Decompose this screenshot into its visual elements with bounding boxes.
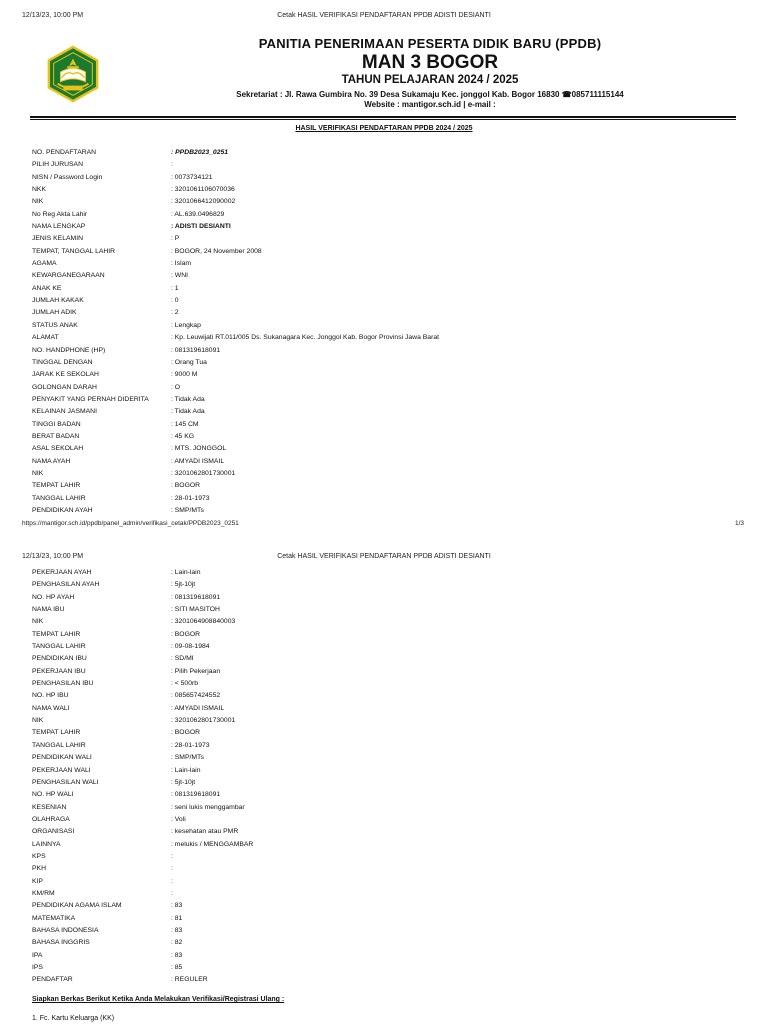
detail-label: NIK	[32, 717, 44, 725]
detail-value: : WNI	[171, 272, 188, 280]
detail-row	[32, 715, 752, 727]
detail-label: JARAK KE SEKOLAH	[32, 371, 99, 379]
detail-row	[32, 592, 752, 604]
detail-label: ANAK KE	[32, 284, 62, 292]
detail-label: KM/RM	[32, 889, 55, 897]
detail-label: TEMPAT LAHIR	[32, 482, 81, 490]
detail-value: : 145 CM	[171, 420, 199, 428]
detail-row	[32, 357, 752, 369]
detail-label: KESENIAN	[32, 803, 67, 811]
detail-value: :	[171, 889, 173, 897]
detail-value: : Tidak Ada	[171, 395, 205, 403]
detail-value: : 3201064908840003	[171, 618, 236, 626]
kemenag-logo-icon	[44, 45, 102, 103]
detail-value: : 0	[171, 297, 179, 305]
detail-label: NAMA AYAH	[32, 457, 71, 465]
detail-label: TEMPAT LAHIR	[32, 729, 81, 737]
detail-label: PENDAFTAR	[32, 976, 73, 984]
detail-label: IPA	[32, 951, 43, 959]
detail-label: GOLONGAN DARAH	[32, 383, 97, 391]
detail-row	[32, 246, 752, 258]
detail-row	[32, 950, 752, 962]
detail-value: : SMP/MTs	[171, 506, 204, 514]
detail-row	[32, 443, 752, 455]
detail-value: :	[171, 852, 173, 860]
detail-value: : kesehatan atau PMR	[171, 828, 239, 836]
detail-value: : 081319618091	[171, 346, 221, 354]
detail-row	[32, 295, 752, 307]
detail-row	[32, 900, 752, 912]
detail-label: LAINNYA	[32, 840, 61, 848]
detail-value: : 3201066412090002	[171, 198, 236, 206]
detail-row	[32, 307, 752, 319]
detail-label: AGAMA	[32, 260, 57, 268]
detail-row	[32, 431, 752, 443]
detail-label: TANGGAL LAHIR	[32, 643, 86, 651]
detail-value: : 81	[171, 914, 183, 922]
print-datetime: 12/13/23, 10:00 PM	[22, 12, 84, 19]
detail-row	[32, 456, 752, 468]
detail-label: No Reg Akta Lahir	[32, 210, 88, 218]
detail-row	[32, 802, 752, 814]
detail-label: PKH	[32, 865, 46, 873]
detail-value: : Pilih Pekerjaan	[171, 667, 221, 675]
detail-label: TANGGAL LAHIR	[32, 494, 86, 502]
detail-row	[32, 369, 752, 381]
detail-row	[32, 604, 752, 616]
detail-label: PENGHASILAN AYAH	[32, 581, 100, 589]
detail-label: NO. HANDPHONE (HP)	[32, 346, 106, 354]
detail-row	[32, 826, 752, 838]
parent-details-list	[32, 567, 752, 987]
detail-row	[32, 777, 752, 789]
page-gap	[0, 535, 768, 553]
detail-row	[32, 419, 752, 431]
detail-label: KPS	[32, 852, 46, 860]
detail-label: KIP	[32, 877, 43, 885]
detail-row	[32, 727, 752, 739]
detail-row	[32, 863, 752, 875]
detail-value: : O	[171, 383, 181, 391]
detail-value: : Lengkap	[171, 321, 201, 329]
detail-row	[32, 270, 752, 282]
detail-value: : 83	[171, 902, 183, 910]
detail-row	[32, 678, 752, 690]
detail-row	[32, 579, 752, 591]
detail-value: :	[171, 877, 173, 885]
document-title: HASIL VERIFIKASI PENDAFTARAN PPDB 2024 / 2025	[295, 125, 473, 132]
detail-value: : SD/MI	[171, 655, 194, 663]
detail-row	[32, 690, 752, 702]
detail-label: TANGGAL LAHIR	[32, 741, 86, 749]
letterhead-school-name: MAN 3 BOGOR	[361, 52, 499, 73]
detail-label: NAMA IBU	[32, 606, 65, 614]
detail-row	[32, 752, 752, 764]
detail-row	[32, 505, 752, 517]
detail-row	[32, 629, 752, 641]
detail-label: NO. HP WALI	[32, 791, 74, 799]
print-datetime: 12/13/23, 10:00 PM	[22, 553, 84, 560]
detail-value: : Voli	[171, 815, 186, 823]
detail-label: KEWARGANEGARAAN	[32, 272, 105, 280]
detail-value: : SMP/MTs	[171, 754, 204, 762]
detail-row	[32, 937, 752, 949]
detail-row	[32, 962, 752, 974]
detail-label: JUMLAH KAKAK	[32, 297, 84, 305]
detail-label: NIK	[32, 618, 44, 626]
print-header	[0, 12, 768, 26]
required-documents-title: Siapkan Berkas Berikut Ketika Anda Melakukan Verifikasi/Registrasi Ulang :	[32, 996, 285, 1003]
detail-label: PENDIDIKAN AYAH	[32, 506, 93, 514]
detail-label: PEKERJAAN AYAH	[32, 569, 92, 576]
required-documents-item: 1. Fc. Kartu Keluarga (KK)	[32, 1015, 115, 1022]
detail-value: : BOGOR, 24 November 2008	[171, 247, 262, 255]
detail-row	[32, 641, 752, 653]
detail-label: ORGANISASI	[32, 828, 75, 836]
detail-row	[32, 814, 752, 826]
detail-value: : BOGOR	[171, 630, 201, 638]
detail-value: : 085657424552	[171, 692, 221, 700]
detail-value: : 081319618091	[171, 593, 221, 601]
detail-value: : Orang Tua	[171, 358, 207, 366]
detail-value: : 3201061106070036	[171, 186, 235, 194]
detail-label: STATUS ANAK	[32, 321, 78, 329]
detail-row	[32, 196, 752, 208]
detail-label: NISN / Password Login	[32, 173, 103, 181]
detail-label: ASAL SEKOLAH	[32, 445, 84, 453]
detail-value: : 081319618091	[171, 791, 221, 799]
detail-value: : 9000 M	[171, 371, 198, 379]
detail-value: : 5jt-10jt	[171, 778, 196, 786]
detail-row	[32, 283, 752, 295]
letterhead-divider-thin	[30, 119, 736, 120]
detail-label: NO. HP AYAH	[32, 593, 75, 601]
detail-value: : 3201062801730001	[171, 469, 236, 477]
detail-row	[32, 789, 752, 801]
detail-label: BAHASA INGGRIS	[32, 939, 90, 947]
detail-value: : melukis / MENGGAMBAR	[171, 840, 254, 848]
detail-value: : 83	[171, 951, 183, 959]
detail-value: : AMYADI ISMAIL	[171, 704, 225, 712]
detail-value: : Kp. Leuwijati RT.011/005 Ds. Sukanagara Kec. Jonggol Kab. Bogor Provinsi Jawa Barat	[171, 334, 440, 342]
detail-value: : 83	[171, 926, 183, 934]
detail-label: OLAHRAGA	[32, 815, 70, 823]
detail-value: : seni lukis menggambar	[171, 803, 245, 811]
detail-label: PILIH JURUSAN	[32, 161, 83, 169]
detail-label: IPS	[32, 964, 43, 971]
detail-value: : 1	[171, 284, 179, 292]
detail-row	[32, 703, 752, 715]
letterhead-divider-thick	[30, 116, 736, 118]
detail-row	[32, 480, 752, 492]
detail-row	[32, 147, 752, 159]
detail-row	[32, 740, 752, 752]
detail-label: PENGHASILAN WALI	[32, 778, 99, 786]
detail-label: BERAT BADAN	[32, 432, 80, 440]
letterhead-academic-year: TAHUN PELAJARAN 2024 / 2025	[341, 74, 519, 86]
detail-value: : BOGOR	[171, 729, 201, 737]
detail-row	[32, 345, 752, 357]
detail-value: : 28-01-1973	[171, 494, 210, 502]
detail-value: :	[171, 161, 173, 169]
detail-value: : 28-01-1973	[171, 741, 210, 749]
detail-row	[32, 913, 752, 925]
detail-label: NO. HP IBU	[32, 692, 69, 700]
detail-label: ALAMAT	[32, 334, 59, 342]
detail-label: BAHASA INDONESIA	[32, 926, 99, 934]
detail-row	[32, 493, 752, 505]
detail-row	[32, 406, 752, 418]
detail-value: : Lain-lain	[171, 569, 201, 576]
detail-label: PENYAKIT YANG PERNAH DIDERITA	[32, 395, 149, 403]
detail-label: NO. PENDAFTARAN	[32, 149, 97, 156]
print-header	[0, 553, 768, 567]
page-number: 1/3	[734, 520, 744, 527]
detail-label: TEMPAT LAHIR	[32, 630, 81, 638]
detail-row	[32, 258, 752, 270]
detail-value: : Tidak Ada	[171, 408, 205, 416]
detail-label: TINGGI BADAN	[32, 420, 81, 428]
detail-row	[32, 925, 752, 937]
detail-label: PENDIDIKAN WALI	[32, 754, 92, 762]
detail-value: : AL.639.0496829	[171, 210, 225, 218]
detail-label: KELAINAN JASMANI	[32, 408, 97, 416]
detail-value: : 45 KG	[171, 432, 195, 440]
detail-row	[32, 184, 752, 196]
detail-label: PEKERJAAN IBU	[32, 667, 86, 675]
detail-value: :	[171, 865, 173, 873]
print-page-2	[0, 553, 768, 1024]
detail-row	[32, 666, 752, 678]
detail-label: NIK	[32, 469, 44, 477]
detail-value: : AMYADI ISMAIL	[171, 457, 225, 465]
letterhead-website: Website : mantigor.sch.id | e-mail :	[364, 100, 496, 109]
detail-label: NIK	[32, 198, 44, 206]
detail-label: PENDIDIKAN AGAMA ISLAM	[32, 902, 122, 910]
detail-value: : Islam	[171, 260, 192, 268]
registration-details-list	[32, 147, 752, 517]
detail-row	[32, 320, 752, 332]
detail-value: : 2	[171, 309, 179, 317]
detail-value: : P	[171, 235, 180, 243]
detail-value: : SITI MASITOH	[171, 606, 220, 614]
detail-value: : < 500rb	[171, 680, 199, 688]
detail-row	[32, 839, 752, 851]
detail-row	[32, 851, 752, 863]
print-url[interactable]: https://mantigor.sch.id/ppdb/panel_admin/verifikasi_cetak/PPDB2023_0251	[22, 520, 239, 527]
detail-value: : PPDB2023_0251	[171, 149, 229, 156]
detail-row	[32, 209, 752, 221]
detail-row	[32, 332, 752, 344]
detail-value: : REGULER	[171, 976, 208, 984]
letterhead	[0, 30, 768, 120]
detail-row	[32, 394, 752, 406]
detail-row	[32, 233, 752, 245]
letterhead-address: Sekretariat : Jl. Rawa Gumbira No. 39 Desa Sukamaju Kec. jonggol Kab. Bogor 16830 ☎085711115144	[236, 90, 624, 99]
detail-row	[32, 888, 752, 900]
detail-row	[32, 974, 752, 986]
detail-value: : 85	[171, 964, 183, 971]
detail-row	[32, 468, 752, 480]
detail-row	[32, 221, 752, 233]
print-title: Cetak HASIL VERIFIKASI PENDAFTARAN PPDB ADISTI DESIANTI	[277, 12, 491, 19]
detail-row	[32, 876, 752, 888]
detail-row	[32, 159, 752, 171]
detail-label: NKK	[32, 186, 46, 194]
detail-row	[32, 382, 752, 394]
detail-label: TINGGAL DENGAN	[32, 358, 93, 366]
detail-value: : 0073734121	[171, 173, 213, 181]
detail-row	[32, 172, 752, 184]
detail-value: : MTS. JONGGOL	[171, 445, 227, 453]
detail-label: NAMA WALI	[32, 704, 70, 712]
detail-label: NAMA LENGKAP	[32, 223, 86, 231]
detail-label: TEMPAT, TANGGAL LAHIR	[32, 247, 116, 255]
detail-value: : 3201062801730001	[171, 717, 236, 725]
detail-row	[32, 765, 752, 777]
detail-row	[32, 567, 752, 579]
detail-value: : Lain-lain	[171, 766, 201, 774]
detail-label: JUMLAH ADIK	[32, 309, 77, 317]
detail-label: MATEMATIKA	[32, 914, 76, 922]
print-title: Cetak HASIL VERIFIKASI PENDAFTARAN PPDB ADISTI DESIANTI	[277, 553, 491, 560]
detail-value: : BOGOR	[171, 482, 201, 490]
detail-label: JENIS KELAMIN	[32, 235, 83, 243]
detail-value: : 09-08-1984	[171, 643, 210, 651]
detail-label: PENDIDIKAN IBU	[32, 655, 87, 663]
letterhead-line-committee: PANITIA PENERIMAAN PESERTA DIDIK BARU (PPDB)	[258, 36, 602, 51]
detail-value: : 5jt-10jt	[171, 581, 196, 589]
detail-value: : ADISTI DESIANTI	[171, 223, 231, 231]
detail-value: : 82	[171, 939, 183, 947]
detail-label: PEKERJAAN WALI	[32, 766, 91, 774]
detail-label: PENGHASILAN IBU	[32, 680, 94, 688]
detail-row	[32, 616, 752, 628]
detail-row	[32, 653, 752, 665]
